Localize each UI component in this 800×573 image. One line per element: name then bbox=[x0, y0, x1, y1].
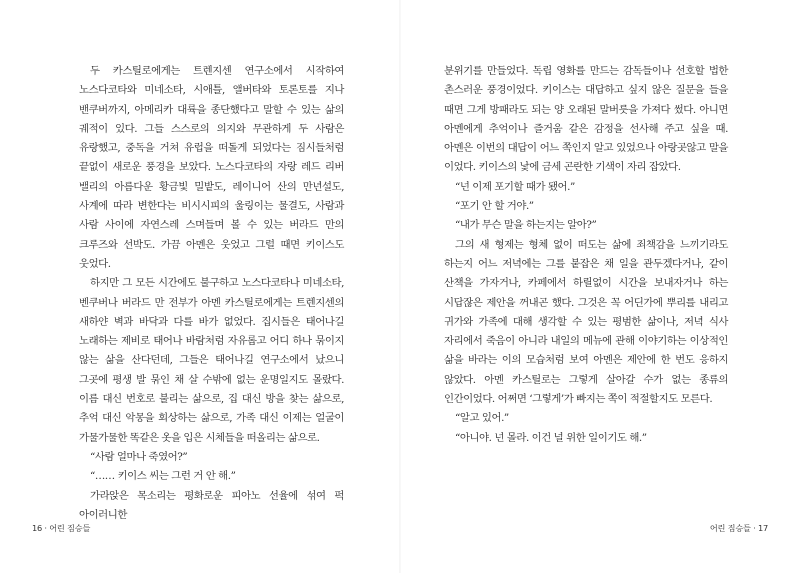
right-page-body bbox=[444, 62, 728, 532]
dialogue-line: “알고 있어.” bbox=[455, 412, 509, 425]
right-page-folio: 어린 짐승들 · 17 bbox=[709, 523, 768, 533]
dialogue-line: “내가 무슨 말을 하는지는 알아?” bbox=[455, 219, 597, 232]
dialogue-line: “아니야. 넌 몰라. 이건 널 위한 일이기도 해.” bbox=[455, 431, 647, 444]
paragraph: 가라앉은 목소리는 평화로운 피아노 선율에 섞여 퍽 아이러니한 bbox=[79, 489, 344, 521]
dialogue-line: “사람 얼마나 죽였어?” bbox=[90, 450, 188, 463]
paragraph: 하지만 그 모든 시간에도 불구하고 노스다코타나 미네소타, 벤쿠버나 버라드 만 전부가 아멘 카스틸로에게는 트렌지센의 새하얀 벽과 바닥과 다를 바가 없었다. 집시들은 태어나길 노래하는 제비로 태어나 바람처럼 자유롭고 어디 하나 묶이지 않는 삶을 산다던데, 그들은 태어나길 연구소에서 났으니 그곳에 평생 발 묶인 채 살 수밖에 없는 운명일지도 몰랐다. 이름 대신 번호로 불리는 삶으로, 집 대신 방을 찾는 삶으로, 추억 대신 악몽을 회상하는 삶으로, 가족 대신 이제는 얼굴이 가물가물한 똑같은 옷을 입은 시체들을 떠올리는 삶으로. bbox=[79, 277, 344, 444]
left-page-body bbox=[79, 62, 344, 532]
dialogue-line: “포기 안 할 거야.” bbox=[455, 200, 534, 213]
page-gutter bbox=[399, 0, 401, 573]
left-page-folio: 16 · 어린 짐승들 bbox=[32, 523, 91, 533]
dialogue-line: “넌 이제 포기할 때가 됐어.” bbox=[455, 180, 575, 193]
paragraph-continued: 분위기를 만들었다. 독립 영화를 만드는 감독들이나 선호할 법한 촌스러운 풍경이었다. 키이스는 대답하고 싶지 않은 질문을 들을 때면 그게 방패라도 되는 양 오래된 말버릇을 가져다 썼다. 아니면 아멘에게 추억이나 즐거움 같은 감정을 선사해 주고 싶을 때. 아멘은 이번의 대답이 어느 쪽인지 알고 있었으나 아랑곳않고 말을 이었다. 키이스의 낯에 금세 곤란한 기색이 자리 잡았다. bbox=[444, 65, 728, 174]
dialogue-line: “…… 키이스 씨는 그런 거 안 해.” bbox=[90, 470, 236, 483]
paragraph: 두 카스틸로에게는 트렌지센 연구소에서 시작하여 노스다코타와 미네소타, 시애틀, 앨버타와 토론토를 지나 밴쿠버까지, 아메리카 대륙을 종단했다고 말할 수 있는 삶의 궤적이 있다. 그들 스스로의 의지와 무관하게 두 사람은 유랑했고, 중독을 거쳐 유럽을 떠돌게 되었다는 짐시들처럼 끝없이 새로운 풍경을 보았다. 노스다코타의 자랑 레드 리버 밸리의 아름다운 황금빛 밀밭도, 레이니어 산의 만년설도, 사계에 따라 변한다는 비시시피의 울링이는 물결도, 사람과 사람 사이에 자연스레 스며들며 볼 수 있는 버라드 만의 크루즈와 선박도. 가끔 아멘은 웃었고 그럴 때면 키이스도 웃었다. bbox=[79, 65, 344, 270]
paragraph: 그의 새 형제는 형체 없이 떠도는 삶에 죄책감을 느끼기라도 하는지 어느 저녁에는 그를 붙잡은 채 일을 관두겠다거나, 같이 산책을 가자거나, 카페에서 하릴없이 시간을 보내자거나 하는 시답잖은 제안을 꺼내곤 했다. 그것은 꼭 어딘가에 뿌리를 내리고 귀가와 가족에 대해 생각할 수 있는 평범한 삶이나, 저녁 식사 자리에서 죽음이 아니라 내일의 메뉴에 관해 이야기하는 이상적인 삶을 바라는 이의 모습처럼 보여 아멘은 제안에 한 번도 응하지 않았다. 아멘 카스틸로는 그렇게 살아갈 수가 없는 종류의 인간이었다. 어쩌면 ‘그렇게’가 빠지는 쪽이 적절할지도 모른다. bbox=[444, 238, 728, 406]
